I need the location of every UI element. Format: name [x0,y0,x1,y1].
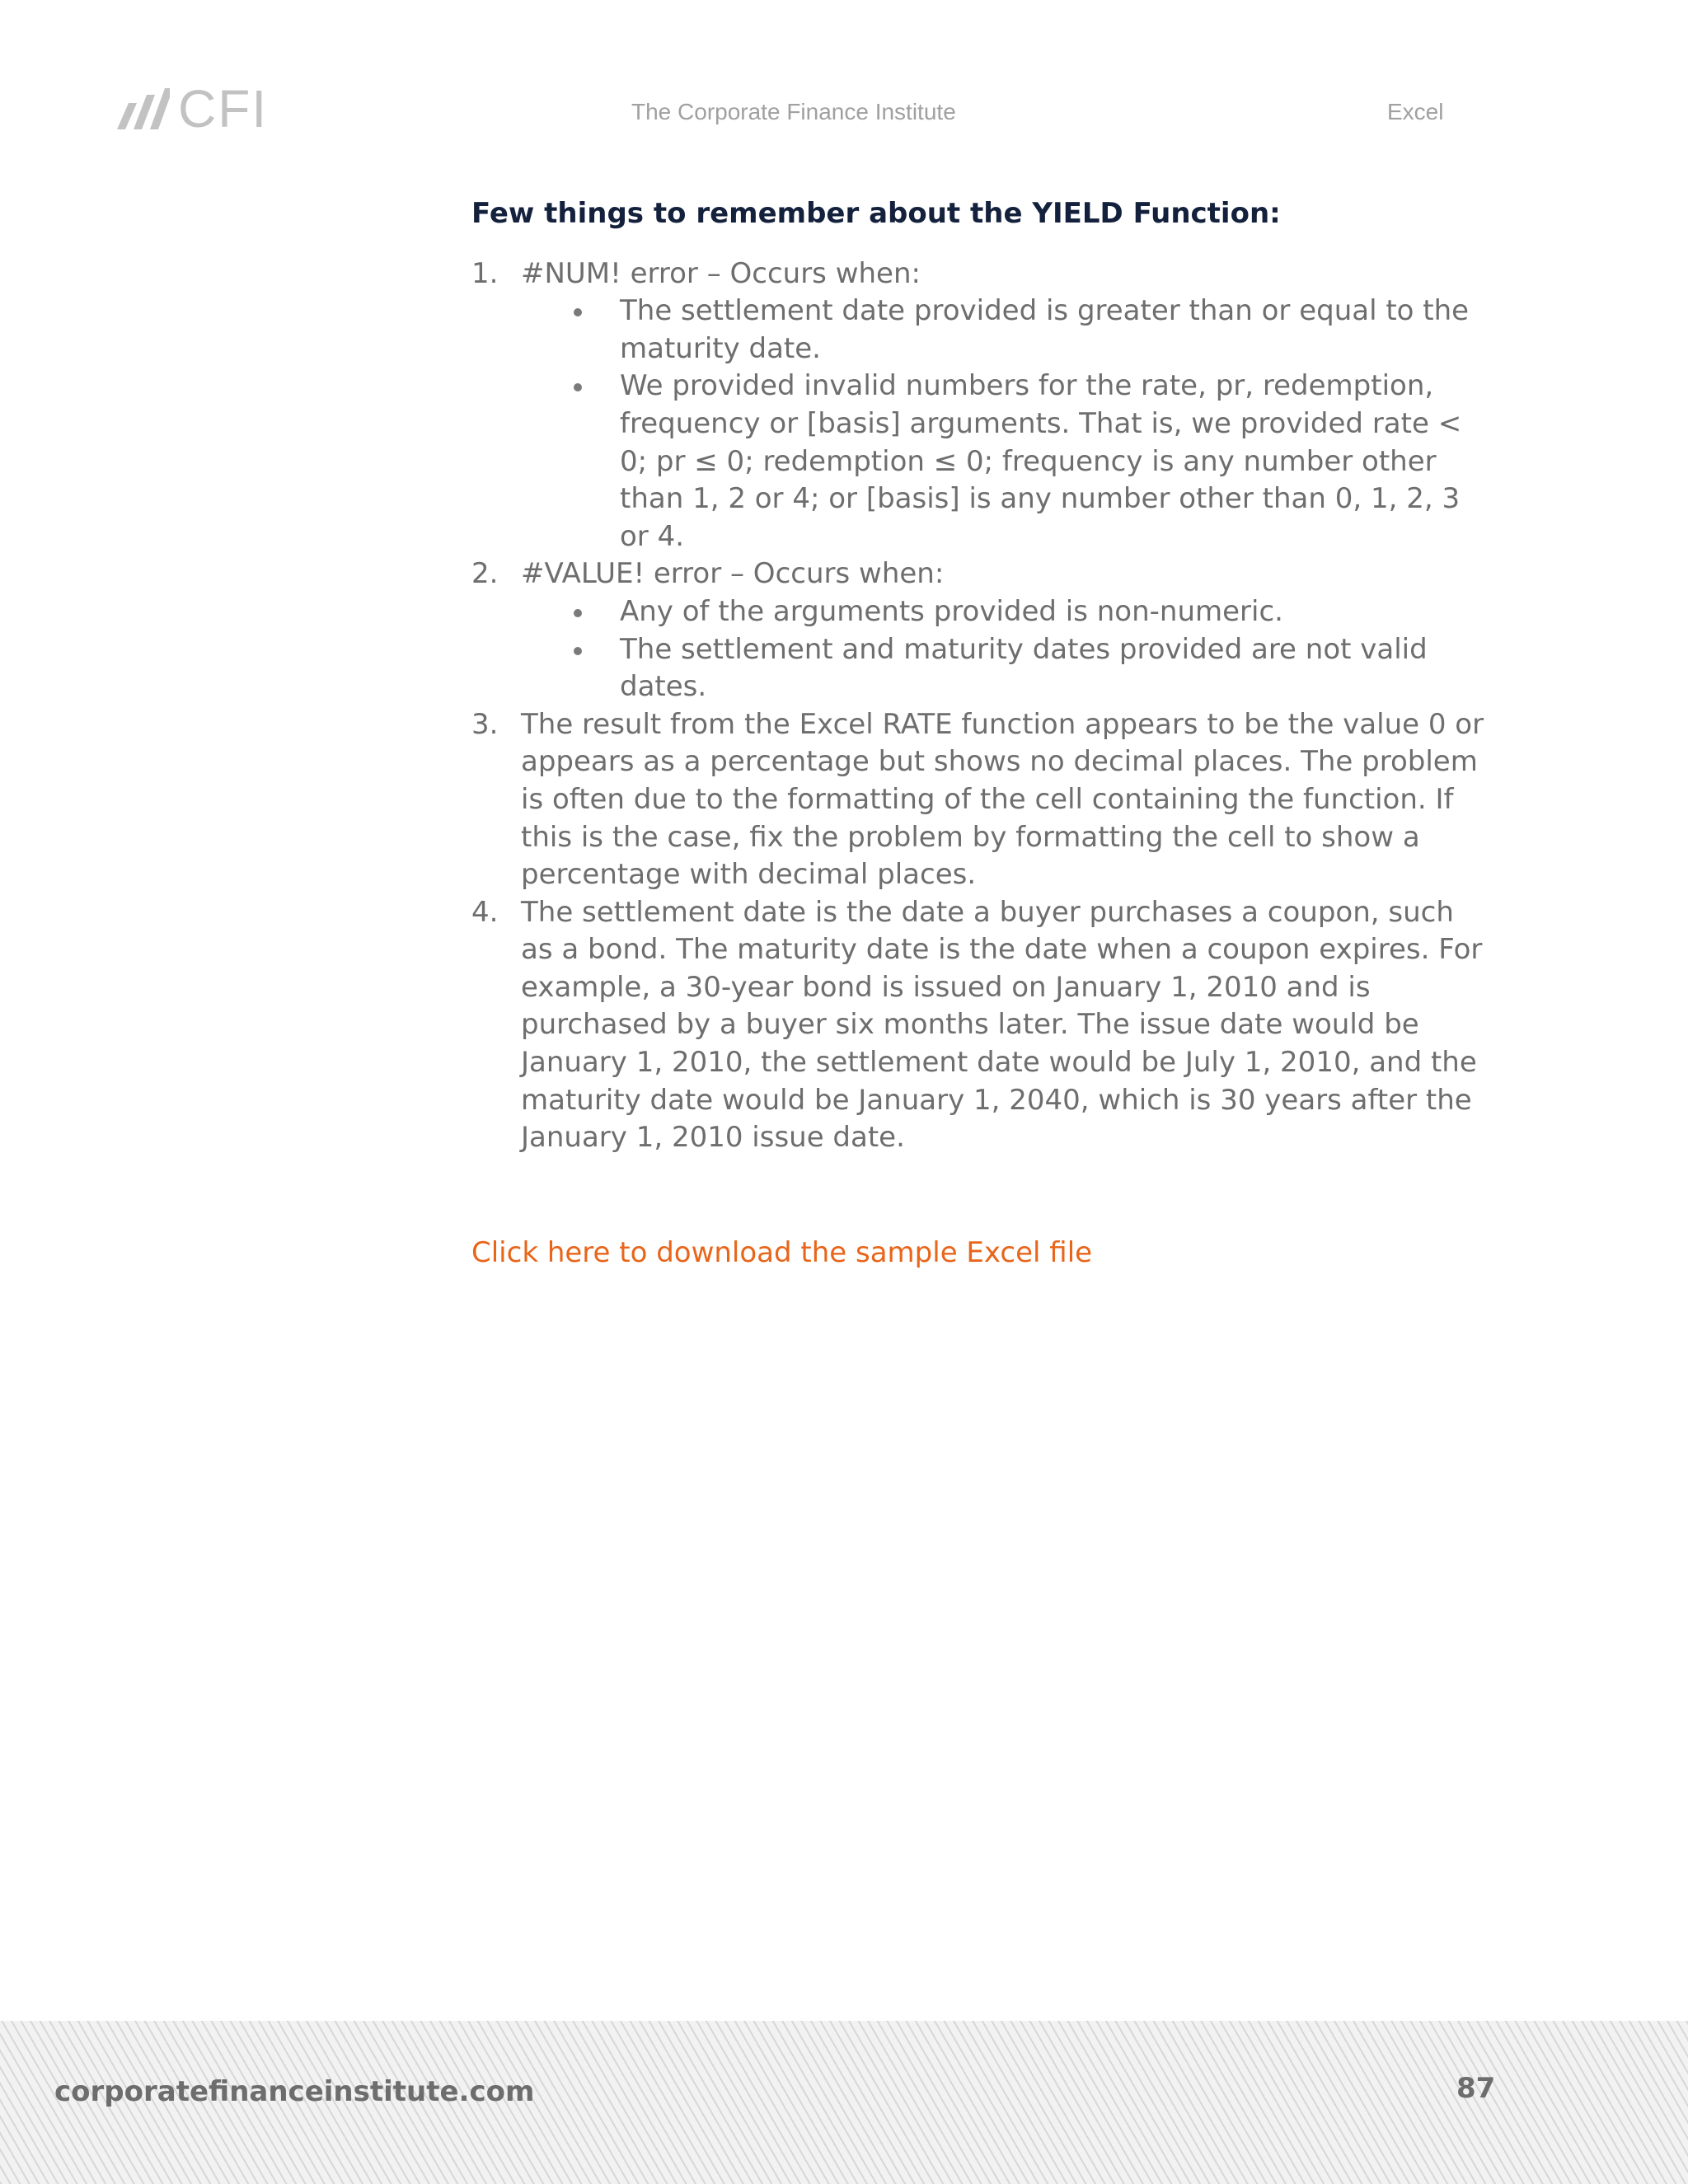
bullet-text: We provided invalid numbers for the rate, pr, redemption, frequency or [basis] arguments. That is, we provided rate < 0; pr ≤ 0; redemption ≤ 0; frequency is any number other than 1, 2 or 4; or [basis] is any number other than 0, 1, 2, 3 or 4. [620,369,1462,553]
list-item-text: #VALUE! error – Occurs when: [521,557,945,591]
bullet-list [521,293,1490,555]
bullet-icon [574,647,582,655]
bullet-item [620,368,1490,555]
main-content [471,194,1490,1269]
bullet-icon [574,609,582,617]
page-number: 87 [1456,2072,1496,2105]
list-item [471,894,1490,1157]
section-heading: Few things to remember about the YIELD Function: [471,197,1281,230]
bullet-text: The settlement date provided is greater than or equal to the maturity date. [620,294,1470,365]
list-number: 3. [471,707,499,741]
list-item-text: #NUM! error – Occurs when: [521,256,921,290]
list-item-text: The settlement date is the date a buyer purchases a coupon, such as a bond. The maturity date is the date when a coupon expires. For example, a 30-year bond is issued on January 1, 2010 and is purchased by a buyer six months later. The issue date would be January 1, 2010, the settlement date would be July 1, 2010, and the maturity date would be January 1, 2040, which is 30 years after the January 1, 2010 issue date. [521,895,1483,1155]
page-header [0,0,1688,165]
header-title: The Corporate Finance Institute [631,99,956,124]
header-section: Excel [1387,99,1444,124]
bullet-text: The settlement and maturity dates provided are not valid dates. [620,632,1428,704]
bullet-text: Any of the arguments provided is non-numeric. [620,594,1283,628]
page-footer [0,2021,1688,2184]
list-number: 4. [471,895,499,929]
list-item-text: The result from the Excel RATE function appears to be the value 0 or appears as a percentage but shows no decimal places. The problem is often due to the formatting of the cell containing the function. If this is the case, fix the problem by formatting the cell to show a percentage with decimal places. [521,707,1484,892]
bullet-item [620,593,1490,631]
logo-text: CFI [178,79,269,138]
bullet-list [521,593,1490,706]
list-number: 1. [471,256,499,290]
numbered-list [471,255,1490,1157]
list-item [471,255,1490,556]
bullet-item [620,631,1490,706]
list-number: 2. [471,557,499,591]
footer-website: corporatefinanceinstitute.com [54,2075,535,2108]
download-sample-link[interactable]: Click here to download the sample Excel file [471,1235,1093,1269]
list-item [471,555,1490,705]
bullet-icon [574,308,582,316]
list-item [471,706,1490,894]
cfi-logo [114,79,269,138]
bullet-icon [574,383,582,391]
cfi-slashes-icon [114,85,170,133]
bullet-item [620,293,1490,368]
